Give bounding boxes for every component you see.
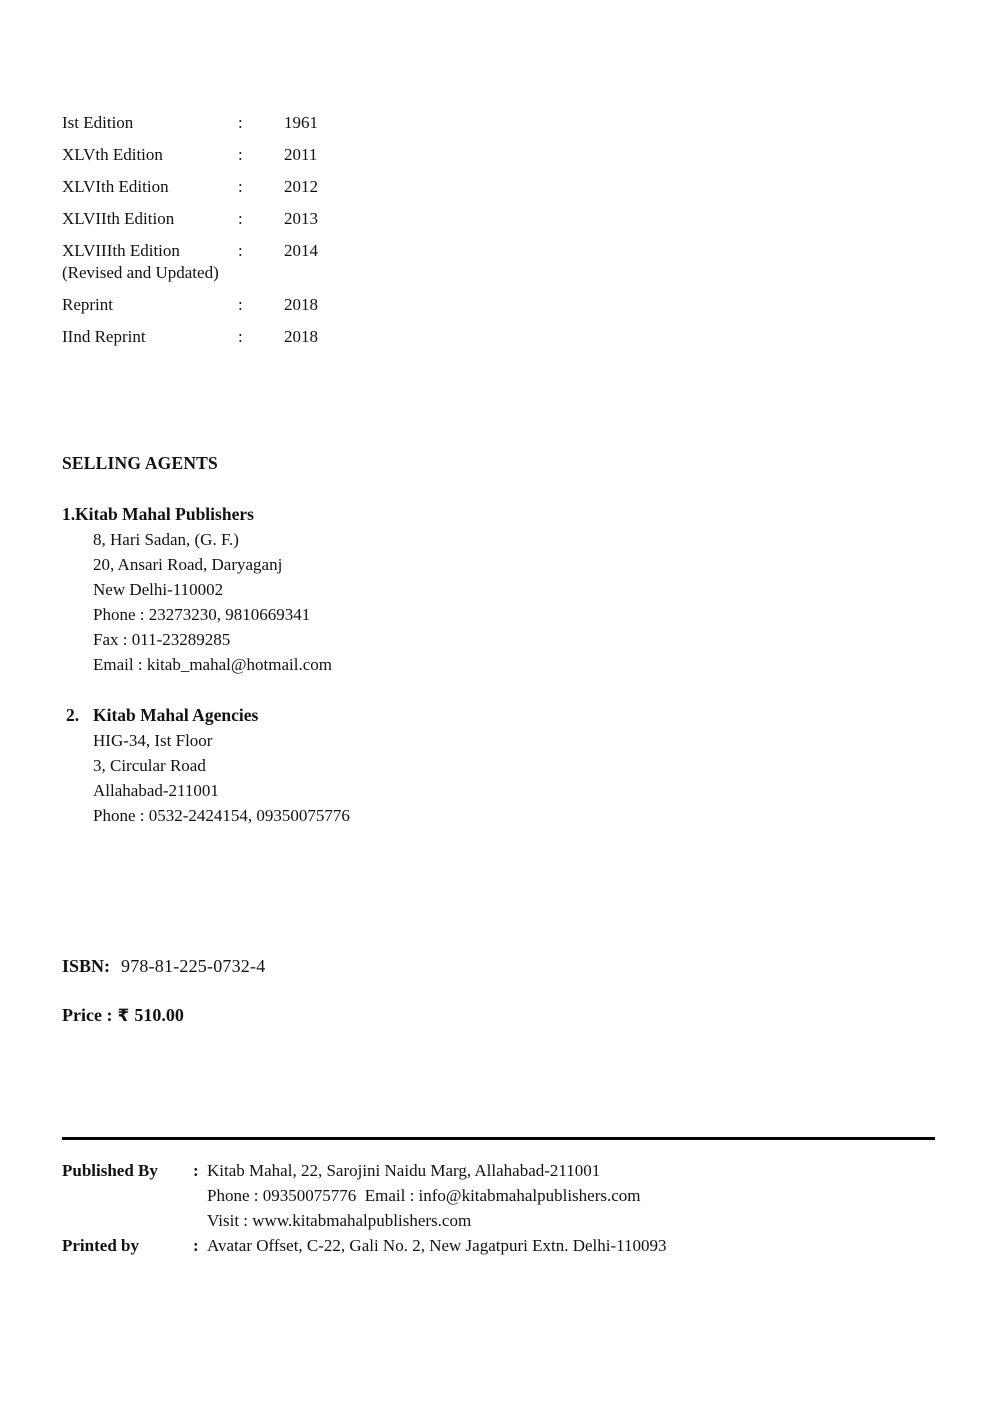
agent-name: Kitab Mahal Publishers: [75, 504, 254, 524]
printed-by-label: Printed by: [62, 1236, 139, 1255]
edition-row: [62, 294, 344, 316]
isbn-label: ISBN:: [62, 956, 111, 976]
edition-row: [62, 240, 344, 262]
footer-divider-rule: [62, 1137, 935, 1140]
edition-year: 2018: [284, 327, 318, 346]
edition-separator: :: [238, 145, 243, 164]
publisher-website-line: Visit : www.kitabmahalpublishers.com: [207, 1211, 472, 1230]
footer-spacer: [62, 1183, 193, 1208]
edition-row-group: [62, 240, 344, 284]
footer-spacer: [193, 1183, 207, 1208]
rupee-currency-symbol: ₹: [117, 1006, 130, 1026]
edition-separator: :: [238, 209, 243, 228]
edition-row: [62, 112, 344, 134]
selling-agent-1: [62, 502, 332, 677]
edition-label: XLVIIth Edition: [62, 209, 175, 228]
agent-fax-line: Fax : 011-23289285: [93, 630, 231, 649]
agent-email-line: Email : kitab_mahal@hotmail.com: [93, 655, 332, 674]
footer-publication-info: [62, 1158, 942, 1258]
agent-address: [93, 527, 332, 677]
edition-label: IInd Reprint: [62, 327, 146, 346]
published-by-line: Kitab Mahal, 22, Sarojini Naidu Marg, Allahabad-211001: [207, 1161, 601, 1180]
agent-address-line: 20, Ansari Road, Daryaganj: [93, 555, 283, 574]
edition-separator: :: [238, 295, 243, 314]
edition-year: 2014: [284, 241, 318, 260]
edition-label: XLVth Edition: [62, 145, 163, 164]
edition-year: 2011: [284, 145, 318, 164]
agent-address-line: HIG-34, Ist Floor: [93, 731, 213, 750]
edition-label: XLVIth Edition: [62, 177, 169, 196]
agent-name-row: [62, 703, 350, 728]
printed-by-line: Avatar Offset, C-22, Gali No. 2, New Jagatpuri Extn. Delhi-110093: [207, 1236, 667, 1255]
agent-name-row: [62, 502, 332, 527]
edition-label: Ist Edition: [62, 113, 134, 132]
price-row: [62, 1005, 184, 1026]
agent-address-line: Allahabad-211001: [93, 781, 219, 800]
agent-phone-line: Phone : 0532-2424154, 09350075776: [93, 806, 350, 825]
publisher-contact-line: Phone : 09350075776 Email : info@kitabmahalpublishers.com: [207, 1186, 641, 1205]
selling-agents-heading: SELLING AGENTS: [62, 453, 218, 473]
edition-label: XLVIIIth Edition: [62, 241, 180, 260]
agent-name: Kitab Mahal Agencies: [93, 705, 259, 725]
edition-separator: :: [238, 241, 243, 260]
agent-phone-line: Phone : 23273230, 9810669341: [93, 605, 311, 624]
agent-address: [93, 728, 350, 828]
agent-address-line: 3, Circular Road: [93, 756, 206, 775]
agent-number: 2.: [66, 705, 80, 725]
edition-note: (Revised and Updated): [62, 263, 219, 282]
published-by-colon: :: [193, 1161, 199, 1180]
footer-spacer: [193, 1208, 207, 1233]
isbn-value: 978-81-225-0732-4: [121, 956, 266, 976]
footer-spacer: [62, 1208, 193, 1233]
edition-year: 2012: [284, 177, 318, 196]
edition-separator: :: [238, 327, 243, 346]
edition-row: [62, 208, 344, 230]
edition-year: 2018: [284, 295, 318, 314]
printed-by-colon: :: [193, 1236, 199, 1255]
edition-year: 2013: [284, 209, 318, 228]
editions-list: [62, 112, 344, 348]
agent-address-line: New Delhi-110002: [93, 580, 224, 599]
edition-separator: :: [238, 113, 243, 132]
edition-year: 1961: [284, 113, 318, 132]
selling-agent-2: [62, 703, 350, 828]
edition-separator: :: [238, 177, 243, 196]
agent-address-line: 8, Hari Sadan, (G. F.): [93, 530, 239, 549]
edition-label: Reprint: [62, 295, 113, 314]
edition-row: [62, 176, 344, 198]
edition-row: [62, 326, 344, 348]
published-by-label: Published By: [62, 1161, 158, 1180]
isbn-row: [62, 956, 265, 977]
agent-number: 1.: [62, 504, 76, 524]
price-label: Price :: [62, 1005, 113, 1025]
price-value: 510.00: [134, 1005, 184, 1025]
edition-row: [62, 144, 344, 166]
